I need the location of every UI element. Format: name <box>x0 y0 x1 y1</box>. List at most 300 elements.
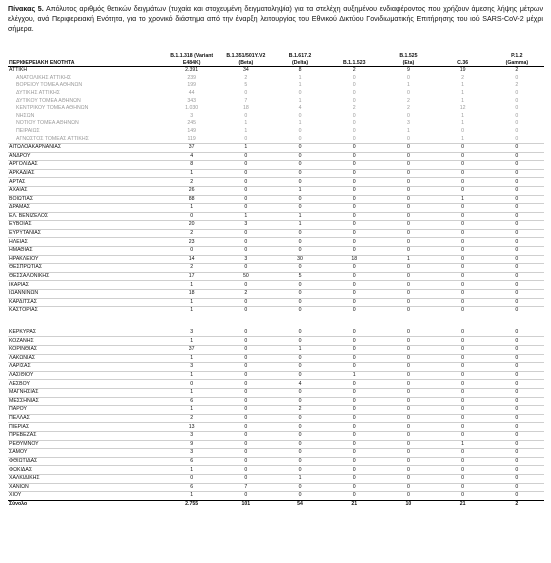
count-cell: 37 <box>165 346 219 355</box>
count-cell: 2 <box>273 406 327 415</box>
table-row <box>8 161 544 170</box>
count-cell: 0 <box>381 423 435 432</box>
table-row <box>8 281 544 290</box>
table-row <box>8 431 544 440</box>
count-cell: 0 <box>381 414 435 423</box>
table-row <box>8 255 544 264</box>
count-cell: 0 <box>436 178 490 187</box>
count-cell: 0 <box>490 204 544 213</box>
table-row <box>8 449 544 458</box>
count-cell: 0 <box>490 247 544 256</box>
region-name-cell: ΑΓΝΩΣΤΟΣ ΤΟΜΕΑΣ ΑΤΤΙΚΗΣ <box>16 135 89 142</box>
count-cell: 2 <box>406 97 410 104</box>
count-cell: 1 <box>298 120 302 127</box>
table-body <box>8 67 544 509</box>
caption-text: Απόλυτος αριθμός θετικών δειγμάτων (τυχαία και στοχευμένη δειγματοληψία) για τα στελέχη αυξημένου ενδιαφέροντος που χρήζουν άμεσης λήψης μέτρων ελέγχου, ανά Περιφερειακή Ενότητα, για το χρονικό διάστημα από την έναρξη λειτουργίας του Εθνικού Δικτύου Γονιδιωματικής Επιτήρησης του ιού SARS-CoV-2 μέχρι σήμερα. <box>8 5 543 34</box>
count-cell: 0 <box>298 127 302 134</box>
count-cell: 0 <box>273 466 327 475</box>
count-cell: 0 <box>515 127 519 134</box>
count-cell: 0 <box>219 371 273 380</box>
count-cell: 0 <box>381 474 435 483</box>
region-name-cell: ΛΑΣΙΘΙΟΥ <box>8 371 165 380</box>
count-cell: 0 <box>273 281 327 290</box>
region-name-cell: ΙΩΑΝΝΙΝΩΝ <box>8 290 165 299</box>
table-row <box>8 272 544 281</box>
count-cell: 2 <box>515 82 519 89</box>
count-cell: 1 <box>165 307 219 315</box>
count-cell: 0 <box>327 186 381 195</box>
region-name-cell: ΘΕΣΠΡΩΤΙΑΣ <box>8 264 165 273</box>
region-name-cell: ΙΚΑΡΙΑΣ <box>8 281 165 290</box>
count-cell: 0 <box>381 346 435 355</box>
count-cell: 0 <box>381 466 435 475</box>
table-caption <box>8 4 543 45</box>
count-cell: 88 <box>165 195 219 204</box>
region-name-cell: ΛΑΚΩΝΙΑΣ <box>8 354 165 363</box>
count-cell: 1 <box>165 298 219 307</box>
region-name-cell: ΜΕΣΣΗΝΙΑΣ <box>8 397 165 406</box>
count-cell: 0 <box>436 423 490 432</box>
region-name-cell: ΕΛ. ΒΕΝΙΖΕΛΟΣ <box>8 212 165 221</box>
count-cell: 0 <box>436 449 490 458</box>
column-header-line1: B.1.525 <box>399 53 418 60</box>
count-cell: 0 <box>219 388 273 397</box>
count-cell: 7 <box>219 483 273 492</box>
count-cell: 0 <box>406 329 410 335</box>
count-cell: 0 <box>273 178 327 187</box>
count-cell: 0 <box>327 440 381 449</box>
count-cell: 0 <box>273 354 327 363</box>
count-cell: 245 <box>187 120 196 127</box>
count-cell: 54 <box>273 500 327 508</box>
count-cell: 26 <box>165 186 219 195</box>
count-cell: 0 <box>327 449 381 458</box>
count-cell: 0 <box>273 290 327 299</box>
count-cell <box>490 315 544 329</box>
count-cell: 0 <box>327 380 381 389</box>
count-cell: 119 <box>187 135 196 142</box>
count-cell: 0 <box>436 457 490 466</box>
count-cell: 0 <box>327 307 381 315</box>
table-row <box>8 195 544 204</box>
count-cell: 0 <box>490 466 544 475</box>
region-name-cell: ΚΕΡΚΥΡΑΣ <box>9 329 37 335</box>
count-cell: 1 <box>461 82 465 89</box>
count-cell: 0 <box>381 337 435 346</box>
count-cell: 0 <box>381 431 435 440</box>
count-cell: 0 <box>273 247 327 256</box>
count-cell: 0 <box>381 212 435 221</box>
table-row <box>8 221 544 230</box>
count-cell: 0 <box>436 143 490 152</box>
column-header-line1: B.1.1.523 <box>342 59 366 66</box>
count-cell: 23 <box>165 238 219 247</box>
count-cell <box>165 315 219 329</box>
count-cell: 1 <box>298 74 302 81</box>
count-cell: 0 <box>352 127 356 134</box>
count-cell: 0 <box>490 272 544 281</box>
region-name-cell: ΔΥΤΙΚΟΥ ΤΟΜΕΑ ΑΘΗΝΩΝ <box>16 97 81 104</box>
table-row <box>8 212 544 221</box>
count-cell: 0 <box>381 186 435 195</box>
count-cell: 37 <box>165 143 219 152</box>
count-cell: 1 <box>273 186 327 195</box>
count-cell: 13 <box>165 423 219 432</box>
count-cell: 18 <box>327 255 381 264</box>
count-cell: 0 <box>490 474 544 483</box>
count-cell: 1 <box>327 371 381 380</box>
count-cell: 1 <box>273 474 327 483</box>
region-name-cell: ΚΟΖΑΝΗΣ <box>8 337 165 346</box>
column-header-variant <box>490 51 544 67</box>
count-cell: 0 <box>436 272 490 281</box>
table-row <box>8 406 544 415</box>
count-cell: 0 <box>219 186 273 195</box>
count-cell: 0 <box>219 466 273 475</box>
count-cell: 0 <box>273 492 327 501</box>
count-cell: 0 <box>327 337 381 346</box>
count-cell: 1 <box>165 169 219 178</box>
column-header-region <box>8 51 165 67</box>
count-cell: 7 <box>244 97 248 104</box>
count-cell: 2 <box>165 229 219 238</box>
count-cell: 0 <box>436 466 490 475</box>
count-cell: 0 <box>273 307 327 315</box>
sub-region-row <box>8 105 544 113</box>
count-cell: 10 <box>381 500 435 508</box>
region-name-cell: ΕΥΒΟΙΑΣ <box>8 221 165 230</box>
count-cell: 0 <box>490 152 544 161</box>
count-cell <box>219 315 273 329</box>
count-cell: 0 <box>219 380 273 389</box>
region-name-cell <box>8 315 165 329</box>
count-cell: 0 <box>273 229 327 238</box>
count-cell <box>273 315 327 329</box>
count-cell: 0 <box>490 388 544 397</box>
count-cell: 0 <box>219 423 273 432</box>
count-cell: 0 <box>244 112 248 119</box>
count-cell: 0 <box>515 105 519 112</box>
count-cell: 0 <box>219 195 273 204</box>
count-cell: 6 <box>165 483 219 492</box>
table-row <box>8 346 544 355</box>
count-cell: 0 <box>273 414 327 423</box>
region-name-cell: ΧΑΛΚΙΔΙΚΗΣ <box>8 474 165 483</box>
count-cell: 0 <box>490 290 544 299</box>
count-cell: 0 <box>273 483 327 492</box>
count-cell: 0 <box>244 135 248 142</box>
region-name-cell: ΠΑΡΟΥ <box>8 406 165 415</box>
count-cell: 0 <box>515 97 519 104</box>
count-cell: 0 <box>436 354 490 363</box>
count-cell <box>381 315 435 329</box>
count-cell: 0 <box>219 431 273 440</box>
table-header-row <box>8 51 544 67</box>
count-cell: 2.755 <box>165 500 219 508</box>
column-header-line2: (Eta) <box>402 59 415 66</box>
table-row <box>8 178 544 187</box>
count-cell: 1 <box>165 492 219 501</box>
count-cell: 0 <box>406 112 410 119</box>
table-row <box>8 337 544 346</box>
count-cell: 2 <box>165 178 219 187</box>
count-cell: 0 <box>490 307 544 315</box>
count-cell: 0 <box>165 474 219 483</box>
count-cell: 34 <box>242 67 249 74</box>
count-cell: 0 <box>490 186 544 195</box>
count-cell: 0 <box>490 229 544 238</box>
count-cell: 0 <box>273 431 327 440</box>
region-name-cell: ΦΘΙΩΤΙΔΑΣ <box>8 457 165 466</box>
count-cell: 0 <box>515 120 519 127</box>
count-cell: 0 <box>327 346 381 355</box>
count-cell: 0 <box>352 120 356 127</box>
table-row <box>8 483 544 492</box>
count-cell: 0 <box>327 161 381 170</box>
count-cell: 0 <box>327 143 381 152</box>
table-row <box>8 169 544 178</box>
count-cell: 0 <box>381 307 435 315</box>
count-cell: 0 <box>490 371 544 380</box>
count-cell: 0 <box>327 397 381 406</box>
count-cell: 0 <box>381 195 435 204</box>
count-cell: 0 <box>490 431 544 440</box>
count-cell: 0 <box>490 492 544 501</box>
count-cell: 0 <box>436 169 490 178</box>
count-cell: 8 <box>298 67 302 74</box>
caption-label: Πίνακας 5. <box>8 5 44 13</box>
count-cell: 0 <box>381 229 435 238</box>
count-cell: 6 <box>165 397 219 406</box>
count-cell: 0 <box>490 264 544 273</box>
count-cell: 0 <box>327 152 381 161</box>
count-cell: 0 <box>436 307 490 315</box>
region-name-cell: ΑΡΚΑΔΙΑΣ <box>8 169 165 178</box>
count-cell: 0 <box>490 449 544 458</box>
region-name-cell: ΧΙΟΥ <box>8 492 165 501</box>
count-cell: 5 <box>244 82 248 89</box>
count-cell: 14 <box>165 255 219 264</box>
count-cell: 0 <box>298 112 302 119</box>
count-cell: 0 <box>381 380 435 389</box>
count-cell: 0 <box>327 474 381 483</box>
count-cell: 1.030 <box>185 105 199 112</box>
column-header-line1: B.1.351/501Y.V2 <box>226 53 266 60</box>
count-cell: 0 <box>273 371 327 380</box>
table-row <box>8 492 544 501</box>
sub-region-row <box>8 120 544 128</box>
count-cell: 1 <box>381 255 435 264</box>
column-header-variant <box>273 51 327 67</box>
count-cell: 0 <box>436 346 490 355</box>
count-cell: 0 <box>219 492 273 501</box>
count-cell: 0 <box>352 329 356 335</box>
count-cell: 9 <box>165 440 219 449</box>
region-name-cell: ΧΑΝΙΩΝ <box>8 483 165 492</box>
count-cell: 50 <box>219 272 273 281</box>
count-cell: 2.391 <box>185 67 199 74</box>
count-cell: 0 <box>327 221 381 230</box>
sub-region-row <box>8 128 544 136</box>
sub-region-row <box>8 113 544 121</box>
count-cell: 1 <box>273 346 327 355</box>
table-row <box>8 423 544 432</box>
count-cell: 18 <box>165 290 219 299</box>
count-cell: 0 <box>381 221 435 230</box>
count-cell: 0 <box>165 247 219 256</box>
count-cell: 0 <box>273 337 327 346</box>
region-name-cell: ΦΩΚΙΔΑΣ <box>8 466 165 475</box>
count-cell: 0 <box>327 388 381 397</box>
count-cell: 0 <box>436 298 490 307</box>
count-cell: 0 <box>461 127 465 134</box>
count-cell: 9 <box>406 67 410 74</box>
count-cell: 0 <box>381 272 435 281</box>
table-row <box>8 466 544 475</box>
count-cell: 0 <box>352 135 356 142</box>
region-name-cell: ΒΟΡΕΙΟΥ ΤΟΜΕΑ ΑΘΗΝΩΝ <box>16 82 83 89</box>
count-cell: 0 <box>219 238 273 247</box>
count-cell: 12 <box>459 105 466 112</box>
count-cell: 0 <box>219 204 273 213</box>
table-row <box>8 388 544 397</box>
count-cell: 0 <box>490 414 544 423</box>
count-cell: 0 <box>381 354 435 363</box>
count-cell: 1 <box>298 82 302 89</box>
count-cell: 20 <box>165 221 219 230</box>
count-cell: 0 <box>381 483 435 492</box>
region-name-cell: ΑΧΑΪΑΣ <box>8 186 165 195</box>
spacer-row <box>8 315 544 329</box>
count-cell: 0 <box>219 406 273 415</box>
region-name-cell: ΣΑΜΟΥ <box>8 449 165 458</box>
count-cell: 0 <box>490 238 544 247</box>
count-cell: 0 <box>219 307 273 315</box>
count-cell: 0 <box>490 255 544 264</box>
count-cell: 0 <box>298 329 302 335</box>
region-name-cell: Σύνολο <box>8 500 165 508</box>
count-cell: 2 <box>352 67 356 74</box>
count-cell: 0 <box>515 135 519 142</box>
count-cell: 0 <box>352 82 356 89</box>
count-cell: 0 <box>219 474 273 483</box>
count-cell: 0 <box>381 298 435 307</box>
count-cell: 0 <box>165 380 219 389</box>
region-name-cell: ΠΕΛΛΑΣ <box>8 414 165 423</box>
region-name-cell: ΑΡΓΟΛΙΔΑΣ <box>8 161 165 170</box>
column-header-line1: ΠΕΡΙΦΕΡΕΙΑΚΗ ΕΝΟΤΗΤΑ <box>9 59 75 66</box>
count-cell: 0 <box>381 371 435 380</box>
count-cell: 0 <box>327 272 381 281</box>
count-cell: 1 <box>165 354 219 363</box>
count-cell: 18 <box>242 105 249 112</box>
count-cell: 0 <box>273 152 327 161</box>
count-cell: 0 <box>327 212 381 221</box>
count-cell: 3 <box>165 449 219 458</box>
count-cell: 3 <box>406 120 410 127</box>
count-cell: 0 <box>436 406 490 415</box>
sub-region-row <box>8 97 544 105</box>
region-name-cell: ΠΙΕΡΙΑΣ <box>8 423 165 432</box>
region-name-cell: ΑΙΤΩΛΟΑΚΑΡΝΑΝΙΑΣ <box>8 143 165 152</box>
count-cell: 1 <box>461 89 465 96</box>
count-cell: 0 <box>490 440 544 449</box>
count-cell: 0 <box>219 337 273 346</box>
region-name-cell: ΒΟΙΩΤΙΑΣ <box>8 195 165 204</box>
count-cell: 3 <box>165 431 219 440</box>
count-cell: 0 <box>381 152 435 161</box>
region-name-cell: ΚΑΡΔΙΤΣΑΣ <box>8 298 165 307</box>
count-cell: 0 <box>381 264 435 273</box>
count-cell: 0 <box>381 169 435 178</box>
count-cell: 0 <box>490 337 544 346</box>
count-cell: 0 <box>381 363 435 372</box>
count-cell: 0 <box>490 161 544 170</box>
count-cell: 0 <box>381 204 435 213</box>
count-cell: 0 <box>327 178 381 187</box>
count-cell: 3 <box>165 363 219 372</box>
count-cell: 0 <box>515 112 519 119</box>
count-cell: 0 <box>219 457 273 466</box>
count-cell: 0 <box>436 483 490 492</box>
count-cell: 44 <box>188 89 195 96</box>
table-row <box>8 247 544 256</box>
count-cell: 1 <box>165 388 219 397</box>
region-name-cell: ΚΑΣΤΟΡΙΑΣ <box>8 307 165 315</box>
column-header-line1: P.1.2 <box>511 53 523 60</box>
count-cell: 6 <box>165 457 219 466</box>
table-row <box>8 397 544 406</box>
count-cell: 0 <box>273 388 327 397</box>
count-cell: 0 <box>219 152 273 161</box>
count-cell: 0 <box>381 449 435 458</box>
table-row <box>8 307 544 315</box>
count-cell: 0 <box>352 112 356 119</box>
region-name-cell: ΑΝΔΡΟΥ <box>8 152 165 161</box>
region-name-cell: ΑΤΤΙΚΗ <box>9 67 28 74</box>
count-cell: 0 <box>273 363 327 372</box>
count-cell: 0 <box>327 247 381 256</box>
table-row <box>8 143 544 152</box>
count-cell: 0 <box>327 264 381 273</box>
column-header-variant <box>165 51 219 67</box>
count-cell: 3 <box>190 329 194 335</box>
region-name-cell: ΛΕΣΒΟΥ <box>8 380 165 389</box>
count-cell: 5 <box>273 272 327 281</box>
count-cell: 1 <box>219 212 273 221</box>
sub-region-row <box>8 135 544 143</box>
count-cell: 0 <box>490 195 544 204</box>
column-header-variant <box>327 51 381 67</box>
count-cell: 0 <box>219 397 273 406</box>
count-cell: 0 <box>327 492 381 501</box>
count-cell: 0 <box>219 178 273 187</box>
count-cell: 2 <box>406 105 410 112</box>
count-cell: 0 <box>436 161 490 170</box>
count-cell: 0 <box>436 414 490 423</box>
count-cell: 0 <box>490 169 544 178</box>
count-cell: 0 <box>219 169 273 178</box>
count-cell: 0 <box>327 229 381 238</box>
count-cell: 1 <box>165 406 219 415</box>
count-cell: 0 <box>490 298 544 307</box>
count-cell: 1 <box>165 337 219 346</box>
count-cell: 2 <box>165 414 219 423</box>
count-cell: 0 <box>436 371 490 380</box>
count-cell: 0 <box>436 337 490 346</box>
count-cell: 0 <box>436 363 490 372</box>
table-row <box>8 204 544 213</box>
